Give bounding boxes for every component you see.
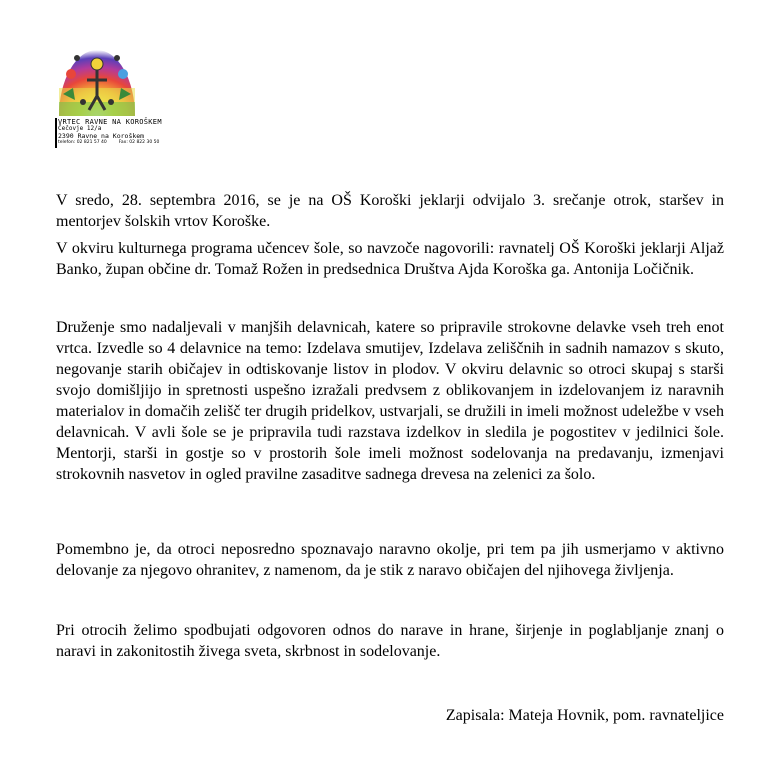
signature: Zapisala: Mateja Hovnik, pom. ravnateljice bbox=[445, 707, 724, 724]
org-street: Čečovje 12/a bbox=[58, 125, 102, 132]
paragraph-intro: V sredo, 28. septembra 2016, se je na OŠ Koroški jeklarji odvijalo 3. srečanje otrok, staršev in mentorjev šolskih vrtov Koroške. bbox=[56, 192, 724, 230]
kindergarten-logo bbox=[55, 44, 139, 116]
org-fax: Fax: 02 822 30 50 bbox=[118, 140, 160, 145]
letterhead-rule bbox=[55, 118, 57, 148]
org-phone: telefon: 02 821 57 40 bbox=[58, 140, 107, 145]
org-city: 2390 Ravne na Koroškem bbox=[58, 132, 145, 140]
paragraph-nature: Pomembno je, da otroci neposredno spoznavajo naravno okolje, pri tem pa jih usmerjamo v aktivno delovanje za njegovo ohranitev, z namenom, da je stik z naravo običajen del njihovega življenja. bbox=[56, 541, 724, 579]
paragraph-workshops: Druženje smo nadaljevali v manjših delavnicah, katere so pripravile strokovne delavke vseh treh enot vrtca. Izvedle so 4 delavnice na temo: Izdelava smutijev, Izdelava zeliščnih in sadnih namazov s skuto, negovanje starih običajev in odtiskovanje listov in plodov. V okviru delavnic so otroci skupaj s starši svojo domišljijo in spretnosti uspešno izražali predvsem z oblikovanjem in izdelovanjem iz naravnih materialov in domačih zelišč ter drugih pridelkov, ustvarjali, se družili in imeli možnost udeležbe v vseh delavnicah. V avli šole se je pripravila tudi razstava izdelkov in sledila je pogostitev v jedilnici šole. Mentorji, starši in gostje so v prostorih šole imeli možnost sodelovanja na predavanju, izmenjavi strokovnih nasvetov in ogled pravilne zasaditve sadnega drevesa na zelenici za šolo. bbox=[56, 319, 724, 483]
org-name: VRTEC RAVNE NA KOROŠKEM bbox=[58, 118, 162, 126]
org-contact bbox=[58, 140, 159, 145]
paragraph-goals: Pri otrocih želimo spodbujati odgovoren odnos do narave in hrane, širjenje in poglabljanje znanj o naravi in zakonitostih živega sveta, skrbnost in sodelovanje. bbox=[56, 622, 724, 660]
paragraph-program: V okviru kulturnega programa učencev šole, so navzoče nagovorili: ravnatelj OŠ Koroški jeklarji Aljaž Banko, župan občine dr. Tomaž Rožen in predsednica Društva Ajda Koroška ga. Antonija Ločičnik. bbox=[56, 240, 724, 278]
